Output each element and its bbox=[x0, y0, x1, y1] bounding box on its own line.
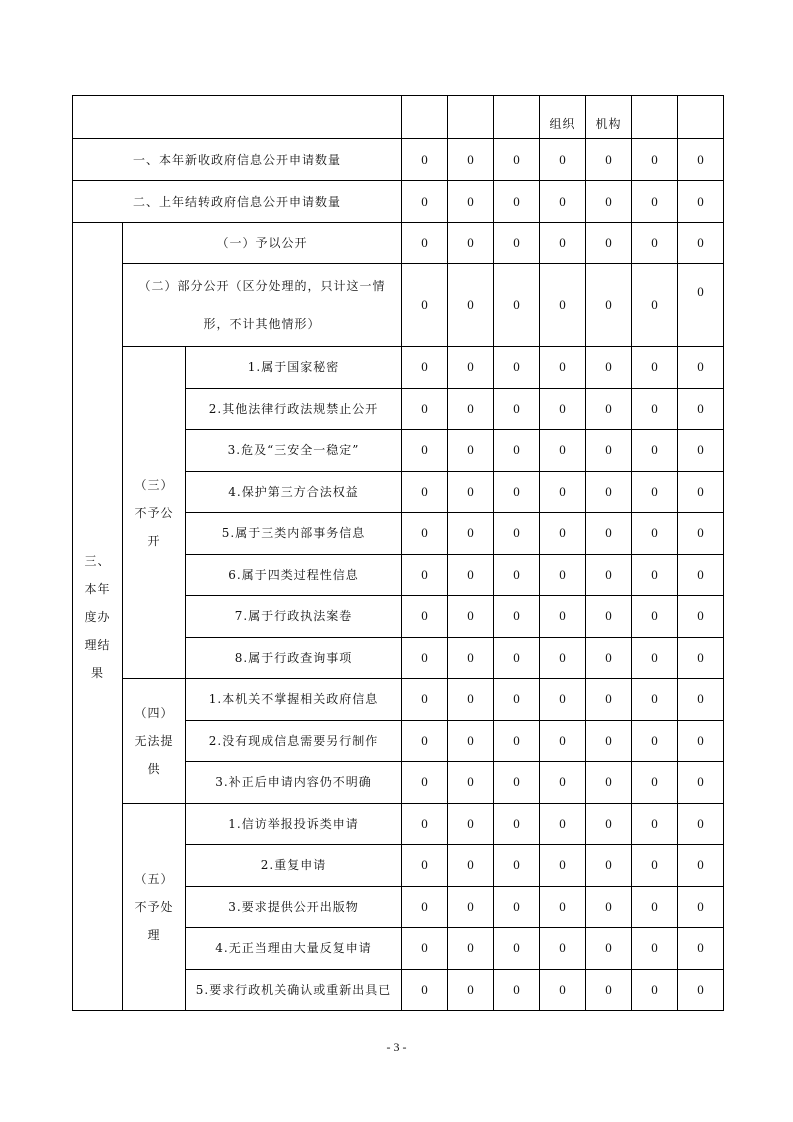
section-label: 三、本年度办理结果 bbox=[73, 223, 123, 1011]
row-label: 2.其他法律行政法规禁止公开 bbox=[186, 388, 402, 430]
value-cell: 0 bbox=[678, 513, 724, 555]
value-cell: 0 bbox=[678, 430, 724, 472]
value-cell: 0 bbox=[494, 679, 540, 721]
value-cell: 0 bbox=[402, 679, 448, 721]
table-row bbox=[73, 347, 724, 389]
value-cell: 0 bbox=[448, 471, 494, 513]
value-cell: 0 bbox=[540, 596, 586, 638]
column-header-cell bbox=[448, 96, 494, 139]
value-cell: 0 bbox=[586, 471, 632, 513]
row-label: （二）部分公开（区分处理的，只计这一情形，不计其他情形） bbox=[123, 264, 402, 347]
value-cell: 0 bbox=[494, 347, 540, 389]
statistics-table bbox=[72, 95, 724, 1011]
value-cell: 0 bbox=[448, 886, 494, 928]
value-cell: 0 bbox=[448, 762, 494, 804]
value-cell: 0 bbox=[494, 554, 540, 596]
value-cell: 0 bbox=[494, 471, 540, 513]
value-cell: 0 bbox=[448, 223, 494, 264]
value-cell: 0 bbox=[448, 139, 494, 181]
row-label: 1.本机关不掌握相关政府信息 bbox=[186, 679, 402, 721]
value-cell: 0 bbox=[540, 762, 586, 804]
value-cell: 0 bbox=[678, 347, 724, 389]
value-cell: 0 bbox=[632, 181, 678, 223]
value-cell: 0 bbox=[448, 969, 494, 1011]
value-cell: 0 bbox=[448, 388, 494, 430]
value-cell: 0 bbox=[540, 388, 586, 430]
row-label: 6.属于四类过程性信息 bbox=[186, 554, 402, 596]
header-blank-cell bbox=[73, 96, 402, 139]
value-cell: 0 bbox=[402, 223, 448, 264]
value-cell: 0 bbox=[632, 430, 678, 472]
value-cell: 0 bbox=[678, 803, 724, 845]
row-label: 2.没有现成信息需要另行制作 bbox=[186, 720, 402, 762]
row-label: 3.危及“三安全一稳定” bbox=[186, 430, 402, 472]
value-cell: 0 bbox=[402, 845, 448, 887]
value-cell: 0 bbox=[448, 596, 494, 638]
value-cell: 0 bbox=[540, 845, 586, 887]
value-cell: 0 bbox=[402, 430, 448, 472]
row-label: 2.重复申请 bbox=[186, 845, 402, 887]
value-cell: 0 bbox=[632, 554, 678, 596]
value-cell: 0 bbox=[678, 886, 724, 928]
value-cell: 0 bbox=[678, 969, 724, 1011]
value-cell: 0 bbox=[448, 928, 494, 970]
value-cell: 0 bbox=[402, 264, 448, 347]
value-cell: 0 bbox=[586, 139, 632, 181]
column-header-cell bbox=[632, 96, 678, 139]
value-cell: 0 bbox=[586, 886, 632, 928]
value-cell: 0 bbox=[402, 969, 448, 1011]
value-cell: 0 bbox=[448, 637, 494, 679]
value-cell: 0 bbox=[586, 637, 632, 679]
row-label: 3.要求提供公开出版物 bbox=[186, 886, 402, 928]
value-cell: 0 bbox=[586, 347, 632, 389]
value-cell: 0 bbox=[632, 720, 678, 762]
value-cell: 0 bbox=[632, 845, 678, 887]
value-cell: 0 bbox=[678, 264, 724, 347]
value-cell: 0 bbox=[494, 264, 540, 347]
value-cell: 0 bbox=[586, 264, 632, 347]
value-cell: 0 bbox=[586, 388, 632, 430]
value-cell: 0 bbox=[632, 928, 678, 970]
value-cell: 0 bbox=[632, 637, 678, 679]
value-cell: 0 bbox=[632, 969, 678, 1011]
table-row bbox=[73, 803, 724, 845]
value-cell: 0 bbox=[540, 969, 586, 1011]
value-cell: 0 bbox=[586, 803, 632, 845]
value-cell: 0 bbox=[586, 679, 632, 721]
value-cell: 0 bbox=[678, 762, 724, 804]
value-cell: 0 bbox=[448, 679, 494, 721]
value-cell: 0 bbox=[632, 679, 678, 721]
value-cell: 0 bbox=[678, 637, 724, 679]
value-cell: 0 bbox=[448, 264, 494, 347]
value-cell: 0 bbox=[494, 181, 540, 223]
value-cell: 0 bbox=[540, 554, 586, 596]
value-cell: 0 bbox=[448, 720, 494, 762]
value-cell: 0 bbox=[402, 762, 448, 804]
value-cell: 0 bbox=[540, 720, 586, 762]
value-cell: 0 bbox=[586, 928, 632, 970]
value-cell: 0 bbox=[540, 139, 586, 181]
value-cell: 0 bbox=[402, 637, 448, 679]
table-row bbox=[73, 264, 724, 347]
value-cell: 0 bbox=[632, 347, 678, 389]
row-label: 3.补正后申请内容仍不明确 bbox=[186, 762, 402, 804]
value-cell: 0 bbox=[494, 388, 540, 430]
value-cell: 0 bbox=[494, 596, 540, 638]
value-cell: 0 bbox=[540, 928, 586, 970]
column-header-cell bbox=[402, 96, 448, 139]
value-cell: 0 bbox=[632, 139, 678, 181]
row-label: 4.保护第三方合法权益 bbox=[186, 471, 402, 513]
value-cell: 0 bbox=[448, 554, 494, 596]
value-cell: 0 bbox=[494, 803, 540, 845]
group-label: （三）不予公开 bbox=[123, 347, 186, 679]
value-cell: 0 bbox=[402, 471, 448, 513]
row-label: （一）予以公开 bbox=[123, 223, 402, 264]
value-cell: 0 bbox=[448, 803, 494, 845]
value-cell: 0 bbox=[586, 969, 632, 1011]
row-label: 1.属于国家秘密 bbox=[186, 347, 402, 389]
value-cell: 0 bbox=[586, 430, 632, 472]
value-cell: 0 bbox=[448, 347, 494, 389]
value-cell: 0 bbox=[402, 513, 448, 555]
value-cell: 0 bbox=[632, 388, 678, 430]
value-cell: 0 bbox=[540, 513, 586, 555]
value-cell: 0 bbox=[678, 223, 724, 264]
value-cell: 0 bbox=[494, 720, 540, 762]
value-cell: 0 bbox=[632, 223, 678, 264]
value-cell: 0 bbox=[678, 720, 724, 762]
value-cell: 0 bbox=[586, 762, 632, 804]
value-cell: 0 bbox=[678, 181, 724, 223]
page-number: - 3 - bbox=[386, 1040, 407, 1054]
value-cell: 0 bbox=[678, 139, 724, 181]
value-cell: 0 bbox=[494, 928, 540, 970]
value-cell: 0 bbox=[494, 139, 540, 181]
value-cell: 0 bbox=[494, 223, 540, 264]
value-cell: 0 bbox=[632, 513, 678, 555]
row-label: 1.信访举报投诉类申请 bbox=[186, 803, 402, 845]
value-cell: 0 bbox=[540, 430, 586, 472]
column-header-cell: 机构 bbox=[586, 96, 632, 139]
value-cell: 0 bbox=[540, 471, 586, 513]
value-cell: 0 bbox=[632, 264, 678, 347]
value-cell: 0 bbox=[678, 554, 724, 596]
value-cell: 0 bbox=[632, 471, 678, 513]
value-cell: 0 bbox=[632, 886, 678, 928]
column-header-cell bbox=[494, 96, 540, 139]
row-label: 5.属于三类内部事务信息 bbox=[186, 513, 402, 555]
row-label: 5.要求行政机关确认或重新出具已 bbox=[186, 969, 402, 1011]
value-cell: 0 bbox=[494, 845, 540, 887]
value-cell: 0 bbox=[586, 720, 632, 762]
table-row bbox=[73, 181, 724, 223]
value-cell: 0 bbox=[586, 223, 632, 264]
column-header-cell: 组织 bbox=[540, 96, 586, 139]
value-cell: 0 bbox=[494, 886, 540, 928]
value-cell: 0 bbox=[402, 596, 448, 638]
value-cell: 0 bbox=[540, 347, 586, 389]
value-cell: 0 bbox=[632, 803, 678, 845]
value-cell: 0 bbox=[494, 430, 540, 472]
value-cell: 0 bbox=[678, 596, 724, 638]
value-cell: 0 bbox=[402, 720, 448, 762]
value-cell: 0 bbox=[402, 803, 448, 845]
value-cell: 0 bbox=[402, 181, 448, 223]
table-row bbox=[73, 679, 724, 721]
value-cell: 0 bbox=[540, 637, 586, 679]
value-cell: 0 bbox=[540, 223, 586, 264]
row-label: 二、上年结转政府信息公开申请数量 bbox=[73, 181, 402, 223]
value-cell: 0 bbox=[678, 388, 724, 430]
value-cell: 0 bbox=[586, 181, 632, 223]
value-cell: 0 bbox=[402, 139, 448, 181]
value-cell: 0 bbox=[586, 845, 632, 887]
value-cell: 0 bbox=[632, 762, 678, 804]
column-header-cell bbox=[678, 96, 724, 139]
value-cell: 0 bbox=[494, 762, 540, 804]
value-cell: 0 bbox=[540, 886, 586, 928]
value-cell: 0 bbox=[494, 513, 540, 555]
header-row bbox=[73, 96, 724, 139]
value-cell: 0 bbox=[540, 679, 586, 721]
group-label: （五）不予处理 bbox=[123, 803, 186, 1011]
value-cell: 0 bbox=[678, 928, 724, 970]
value-cell: 0 bbox=[678, 471, 724, 513]
table-row bbox=[73, 223, 724, 264]
value-cell: 0 bbox=[402, 388, 448, 430]
value-cell: 0 bbox=[448, 513, 494, 555]
row-label: 一、本年新收政府信息公开申请数量 bbox=[73, 139, 402, 181]
value-cell: 0 bbox=[448, 845, 494, 887]
row-label: 7.属于行政执法案卷 bbox=[186, 596, 402, 638]
value-cell: 0 bbox=[632, 596, 678, 638]
table-row bbox=[73, 139, 724, 181]
value-cell: 0 bbox=[678, 679, 724, 721]
value-cell: 0 bbox=[448, 430, 494, 472]
value-cell: 0 bbox=[586, 554, 632, 596]
value-cell: 0 bbox=[678, 845, 724, 887]
value-cell: 0 bbox=[494, 637, 540, 679]
row-label: 8.属于行政查询事项 bbox=[186, 637, 402, 679]
value-cell: 0 bbox=[402, 554, 448, 596]
value-cell: 0 bbox=[448, 181, 494, 223]
value-cell: 0 bbox=[586, 513, 632, 555]
value-cell: 0 bbox=[402, 886, 448, 928]
value-cell: 0 bbox=[540, 264, 586, 347]
row-label: 4.无正当理由大量反复申请 bbox=[186, 928, 402, 970]
value-cell: 0 bbox=[494, 969, 540, 1011]
value-cell: 0 bbox=[540, 181, 586, 223]
value-cell: 0 bbox=[540, 803, 586, 845]
value-cell: 0 bbox=[402, 347, 448, 389]
value-cell: 0 bbox=[402, 928, 448, 970]
group-label: （四）无法提供 bbox=[123, 679, 186, 804]
value-cell: 0 bbox=[586, 596, 632, 638]
